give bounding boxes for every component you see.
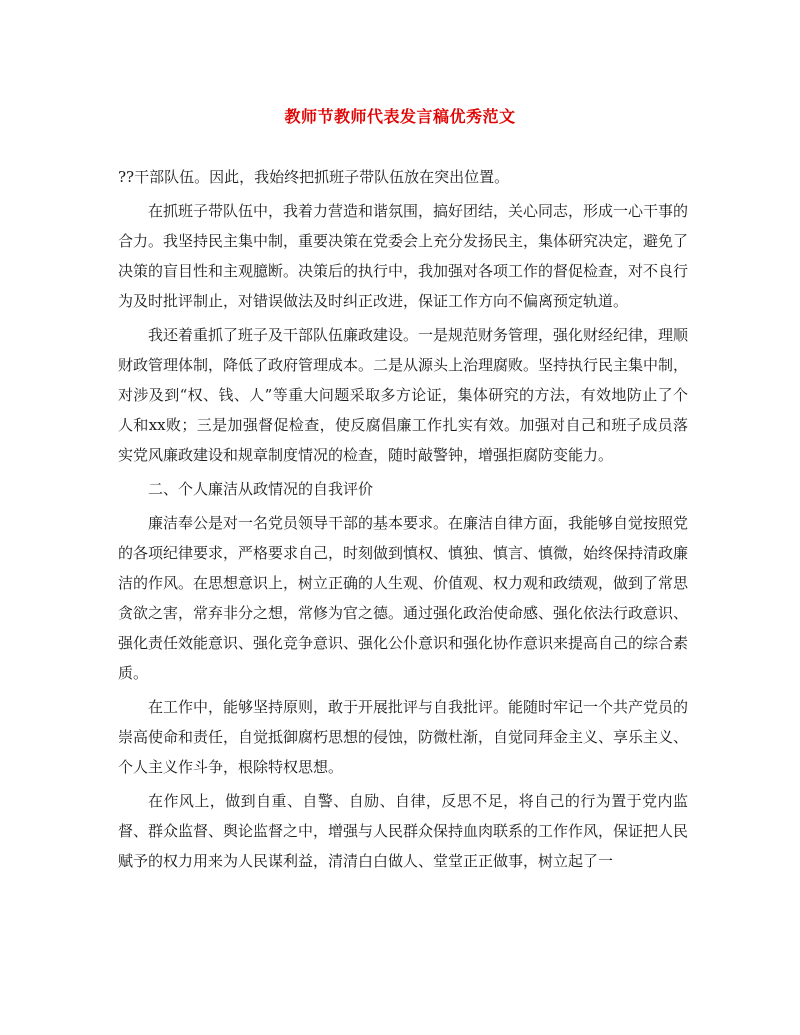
paragraph: ??干部队伍。因此，我始终把抓班子带队伍放在突出位置。: [118, 168, 510, 186]
paragraph: 我还着重抓了班子及干部队伍廉政建设。一是规范财务管理，强化财经纪律，理顺财政管理体制，降低了政府管理成本。二是从源头上治理腐败。坚持执行民主集中制，对涉及到“权、钱、人”等重大问题采取多方论证，集体研究的方法，有效地防止了个人和xx败；三是加强督促检查，使反腐倡廉工作扎实有效。加强对自己和班子成员落实党风廉政建设和规章制度情况的检查，随时敲警钟，增强拒腐防变能力。: [118, 326, 689, 464]
section-heading: 二、个人廉洁从政情况的自我评价: [148, 480, 374, 498]
paragraph: 在作风上，做到自重、自警、自励、自律，反思不足，将自己的行为置于党内监督、群众监督、舆论监督之中，增强与人民群众保持血肉联系的工作作风，保证把人民赋予的权力用来为人民谋利益，清清白白做人、堂堂正正做事，树立起了一: [118, 792, 689, 870]
document-body: [118, 162, 688, 880]
document-title: 教师节教师代表发言稿优秀范文: [284, 107, 516, 126]
paragraph: 廉洁奉公是对一名党员领导干部的基本要求。在廉洁自律方面，我能够自觉按照党的各项纪律要求，严格要求自己，时刻做到慎权、慎独、慎言、慎微，始终保持清政廉洁的作风。在思想意识上，树立正确的人生观、价值观、权力观和政绩观，做到了常思贪欲之害，常弃非分之想，常修为官之德。通过强化政治使命感、强化依法行政意识、强化责任效能意识、强化竞争意识、强化公仆意识和强化协作意识来提高自己的综合素质。: [118, 514, 689, 682]
paragraph: 在工作中，能够坚持原则，敢于开展批评与自我批评。能随时牢记一个共产党员的崇高使命和责任，自觉抵御腐朽思想的侵蚀，防微杜渐，自觉同拜金主义、享乐主义、个人主义作斗争，根除特权思想。: [118, 698, 689, 776]
paragraph: 在抓班子带队伍中，我着力营造和谐氛围，搞好团结，关心同志，形成一心干事的合力。我坚持民主集中制，重要决策在党委会上充分发扬民主，集体研究决定，避免了决策的盲目性和主观臆断。决策后的执行中，我加强对各项工作的督促检查，对不良行为及时批评制止，对错误做法及时纠正改进，保证工作方向不偏离预定轨道。: [118, 202, 689, 310]
